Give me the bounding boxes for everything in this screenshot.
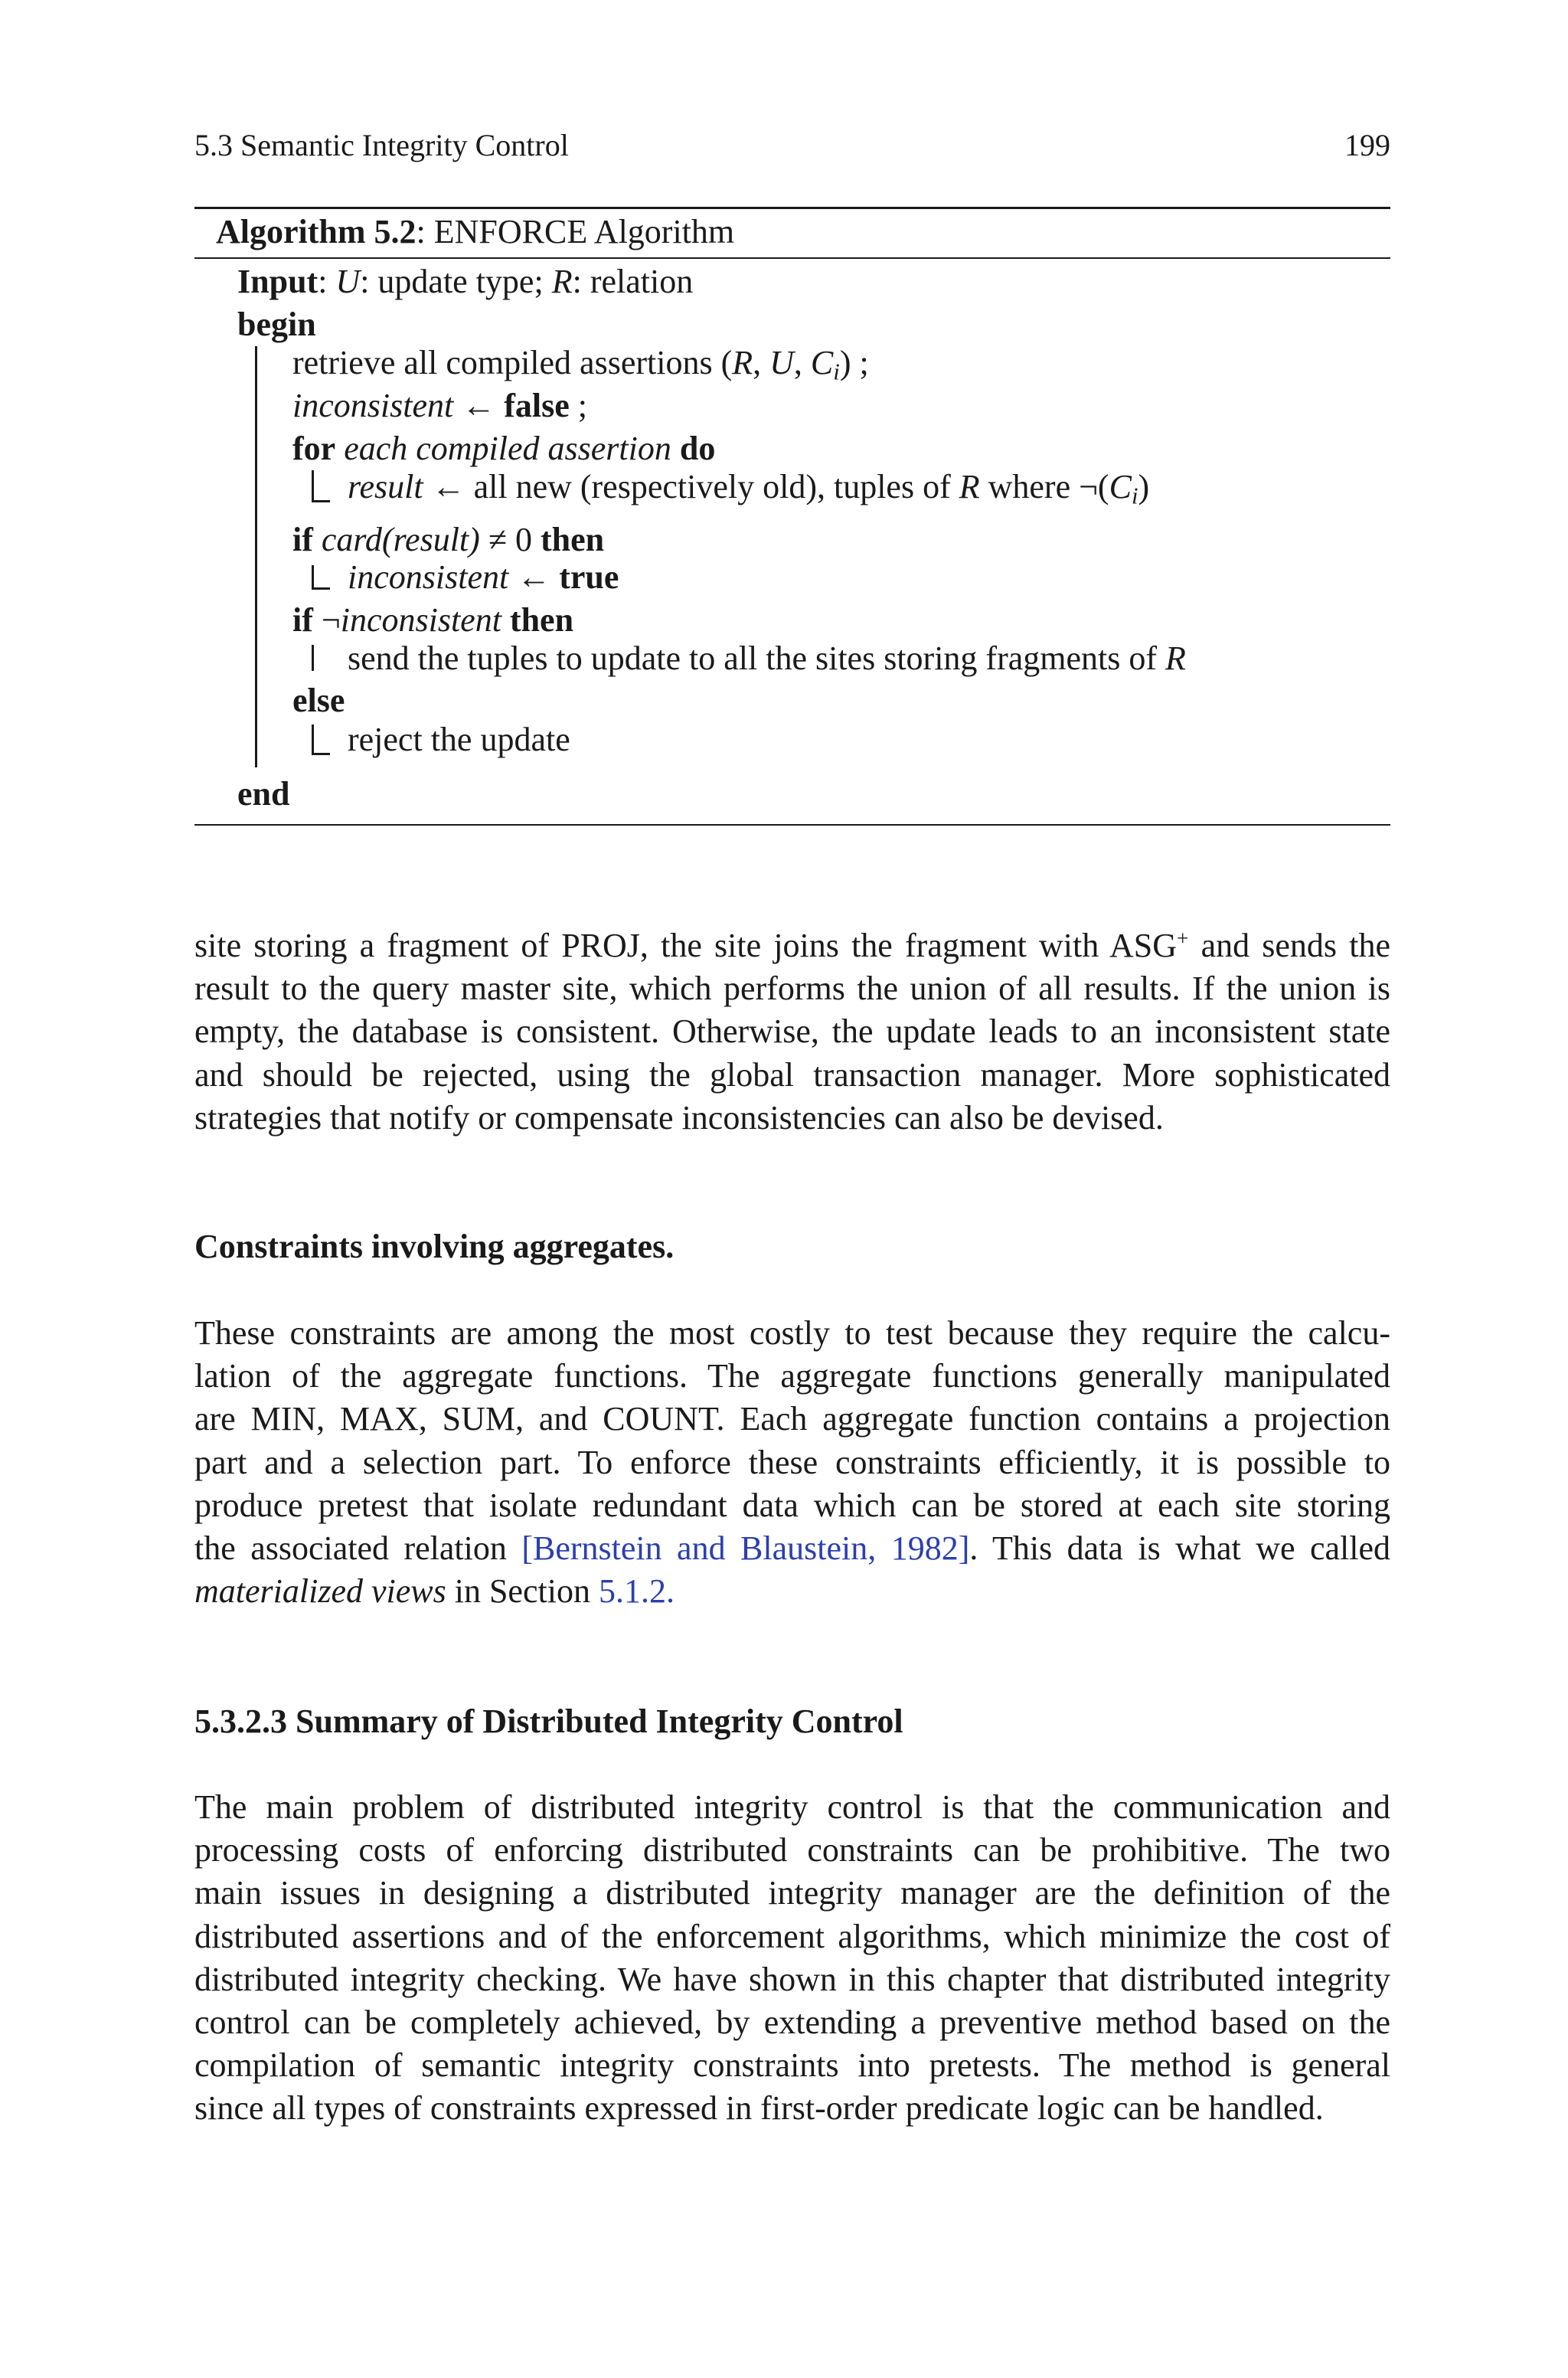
paragraph-line: are MIN, MAX, SUM, and COUNT. Each aggregate function contains a projection — [194, 1400, 1390, 1438]
else-block-foot — [312, 753, 330, 755]
algorithm-line-reject: reject the update — [348, 721, 570, 758]
algorithm-top-rule — [194, 207, 1390, 209]
algorithm-line-init: inconsistent ← false ; — [292, 387, 587, 424]
section-link-5-1-2[interactable]: 5.1.2. — [598, 1572, 675, 1611]
paragraph-line: The main problem of distributed integrity control is that the communication and — [194, 1788, 1390, 1826]
then-block-bar — [312, 645, 314, 671]
algorithm-title: Algorithm 5.2: ENFORCE Algorithm — [216, 213, 735, 250]
paragraph-aggregates — [194, 1312, 1390, 1613]
paragraph-line: strategies that notify or compensate inconsistencies can also be devised. — [194, 1098, 1164, 1137]
for-block-bar — [312, 470, 314, 502]
if-card-block-bar — [312, 565, 314, 590]
algorithm-end-keyword: end — [237, 775, 290, 813]
paragraph-line: empty, the database is consistent. Otherwise, the update leads to an inconsistent state — [194, 1012, 1390, 1051]
paragraph-proj-join — [194, 924, 1390, 1140]
paragraph-line: distributed assertions and of the enforcement algorithms, which minimize the cost of — [194, 1917, 1390, 1955]
paragraph-line: produce pretest that isolate redundant data which can be stored at each site storing — [194, 1486, 1390, 1524]
algorithm-line-send: send the tuples to update to all the sites storing fragments of R — [348, 639, 1186, 677]
algorithm-line-else: else — [292, 682, 345, 719]
paragraph-line: since all types of constraints expressed in first-order predicate logic can be handled. — [194, 2089, 1324, 2128]
paragraph-line: control can be completely achieved, by extending a preventive method based on the — [194, 2003, 1390, 2041]
algorithm-line-if-card: if card(result) ≠ 0 then — [292, 521, 605, 558]
algorithm-begin-keyword: begin — [237, 306, 316, 343]
citation-link-bernstein-1982[interactable]: [Bernstein and Blaustein, 1982] — [521, 1529, 970, 1567]
paragraph-line: the associated relation [Bernstein and Blaustein, 1982]. This data is what we called — [194, 1529, 1390, 1567]
algorithm-block-bar — [255, 346, 257, 767]
paragraph-line: result to the query master site, which performs the union of all results. If the union is — [194, 970, 1390, 1008]
paragraph-line: and should be rejected, using the global transaction manager. More sophisticated — [194, 1055, 1390, 1094]
paragraph-line: compilation of semantic integrity constraints into pretests. The method is general — [194, 2046, 1390, 2085]
algorithm-input: Input: U: update type; R: relation — [237, 263, 694, 300]
paragraph-line: main issues in designing a distributed integrity manager are the definition of the — [194, 1874, 1390, 1912]
if-card-block-foot — [312, 587, 330, 590]
section-heading-5-3-2-3: 5.3.2.3 Summary of Distributed Integrity Control — [194, 1703, 903, 1740]
paragraph-line: processing costs of enforcing distributed constraints can be prohibitive. The two — [194, 1831, 1390, 1869]
paragraph-line: site storing a fragment of PROJ, the site joins the fragment with ASG+ and sends the — [194, 927, 1390, 964]
for-block-foot — [312, 500, 330, 502]
algorithm-line-retrieve: retrieve all compiled assertions (R, U, $C_i$) ; — [292, 344, 869, 385]
heading-aggregates: Constraints involving aggregates. — [194, 1228, 675, 1265]
paragraph-line: materialized views in Section 5.1.2. — [194, 1572, 675, 1611]
paragraph-line: lation of the aggregate functions. The aggregate functions generally manipulated — [194, 1357, 1390, 1395]
algorithm-line-for: for each compiled assertion do — [292, 430, 716, 467]
paragraph-line: part and a selection part. To enforce these constraints efficiently, it is possible to — [194, 1443, 1390, 1481]
algorithm-line-set-true: inconsistent ← true — [348, 558, 619, 596]
page-number: 199 — [1344, 128, 1390, 162]
else-block-bar — [312, 725, 314, 755]
paragraph-line: distributed integrity checking. We have shown in this chapter that distributed integrity — [194, 1960, 1390, 1998]
paragraph-line: These constraints are among the most costly to test because they require the calcu- — [194, 1314, 1390, 1352]
running-header-section: 5.3 Semantic Integrity Control — [194, 128, 569, 162]
algorithm-line-result: result ← all new (respectively old), tuples of R where $\neg(C_i)$ — [348, 468, 1150, 509]
paragraph-summary — [194, 1786, 1390, 2131]
algorithm-bottom-rule — [194, 824, 1390, 826]
algorithm-line-if-consistent: if ¬inconsistent then — [292, 601, 574, 639]
algorithm-title-rule — [194, 257, 1390, 259]
